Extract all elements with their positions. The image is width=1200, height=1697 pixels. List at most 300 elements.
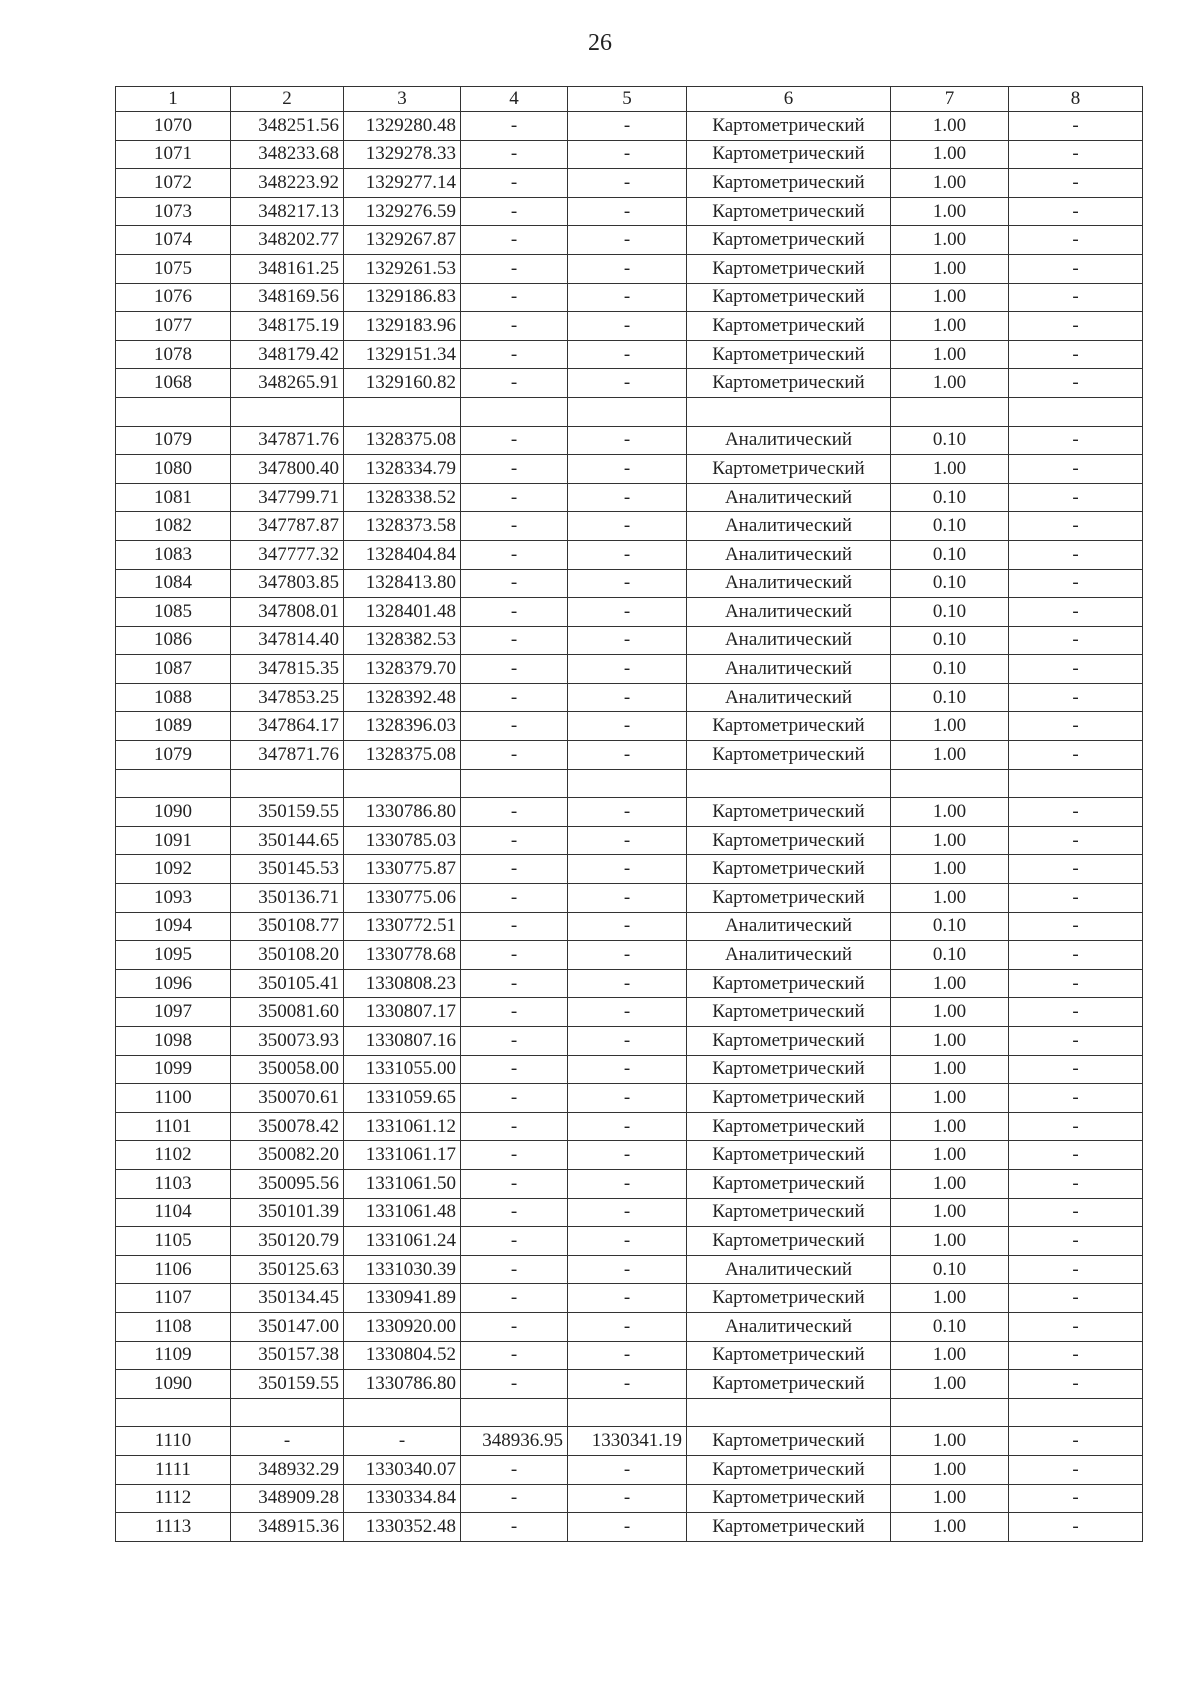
col8-cell: -	[1009, 1084, 1143, 1113]
x-coordinate-cell: 347814.40	[231, 626, 344, 655]
x-coordinate-cell: 348169.56	[231, 283, 344, 312]
col4-x-cell: -	[461, 598, 568, 627]
accuracy-cell	[891, 769, 1009, 798]
x-coordinate-cell: 347800.40	[231, 455, 344, 484]
point-number-cell: 1085	[116, 598, 231, 627]
col8-cell: -	[1009, 512, 1143, 541]
point-number-cell: 1080	[116, 455, 231, 484]
coordinates-table	[115, 86, 1143, 1542]
method-cell: Аналитический	[687, 426, 891, 455]
x-coordinate-cell: 348251.56	[231, 112, 344, 141]
table-row	[116, 569, 1143, 598]
col8-cell: -	[1009, 884, 1143, 913]
point-number-cell: 1097	[116, 998, 231, 1027]
table-row	[116, 626, 1143, 655]
point-number-cell: 1112	[116, 1484, 231, 1513]
point-number-cell: 1093	[116, 884, 231, 913]
col8-cell: -	[1009, 140, 1143, 169]
accuracy-cell: 1.00	[891, 969, 1009, 998]
method-cell: Картометрический	[687, 1370, 891, 1399]
accuracy-cell: 1.00	[891, 197, 1009, 226]
col4-x-cell: -	[461, 312, 568, 341]
method-cell: Картометрический	[687, 140, 891, 169]
y-coordinate-cell: 1330778.68	[344, 941, 461, 970]
col5-y-cell: -	[568, 655, 687, 684]
point-number-cell: 1079	[116, 741, 231, 770]
point-number-cell: 1109	[116, 1341, 231, 1370]
col4-x-cell: -	[461, 998, 568, 1027]
method-cell: Аналитический	[687, 512, 891, 541]
accuracy-cell: 1.00	[891, 169, 1009, 198]
method-cell: Аналитический	[687, 483, 891, 512]
accuracy-cell: 1.00	[891, 1427, 1009, 1456]
col5-y-cell: -	[568, 1027, 687, 1056]
point-number-cell	[116, 397, 231, 426]
col4-x-cell: -	[461, 226, 568, 255]
x-coordinate-cell: 347864.17	[231, 712, 344, 741]
table-row	[116, 169, 1143, 198]
method-cell: Картометрический	[687, 969, 891, 998]
table-row	[116, 312, 1143, 341]
x-coordinate-cell: 350145.53	[231, 855, 344, 884]
method-cell: Картометрический	[687, 197, 891, 226]
table-row	[116, 1198, 1143, 1227]
col5-y-cell: -	[568, 112, 687, 141]
y-coordinate-cell: 1329151.34	[344, 340, 461, 369]
col5-y-cell: -	[568, 1141, 687, 1170]
col8-cell	[1009, 769, 1143, 798]
table-row	[116, 283, 1143, 312]
col4-x-cell: -	[461, 512, 568, 541]
y-coordinate-cell: 1331061.50	[344, 1169, 461, 1198]
y-coordinate-cell: 1330804.52	[344, 1341, 461, 1370]
accuracy-cell: 1.00	[891, 1227, 1009, 1256]
col4-x-cell: -	[461, 912, 568, 941]
x-coordinate-cell: 348915.36	[231, 1513, 344, 1542]
accuracy-cell: 1.00	[891, 312, 1009, 341]
method-cell: Картометрический	[687, 112, 891, 141]
col5-y-cell: -	[568, 798, 687, 827]
x-coordinate-cell: 350147.00	[231, 1312, 344, 1341]
method-cell: Картометрический	[687, 169, 891, 198]
col5-y-cell: -	[568, 140, 687, 169]
accuracy-cell: 1.00	[891, 798, 1009, 827]
point-number-cell: 1070	[116, 112, 231, 141]
x-coordinate-cell: 350159.55	[231, 798, 344, 827]
col5-y-cell: -	[568, 426, 687, 455]
y-coordinate-cell: 1331061.12	[344, 1112, 461, 1141]
col8-cell: -	[1009, 826, 1143, 855]
method-cell: Картометрический	[687, 1027, 891, 1056]
y-coordinate-cell: 1329276.59	[344, 197, 461, 226]
accuracy-cell: 1.00	[891, 1055, 1009, 1084]
x-coordinate-cell: 350120.79	[231, 1227, 344, 1256]
y-coordinate-cell: 1329278.33	[344, 140, 461, 169]
separator-row	[116, 769, 1143, 798]
method-cell: Картометрический	[687, 798, 891, 827]
point-number-cell: 1068	[116, 369, 231, 398]
col8-cell: -	[1009, 1169, 1143, 1198]
x-coordinate-cell: 348161.25	[231, 254, 344, 283]
y-coordinate-cell: 1330941.89	[344, 1284, 461, 1313]
accuracy-cell: 1.00	[891, 1112, 1009, 1141]
col8-cell: -	[1009, 683, 1143, 712]
y-coordinate-cell: 1328396.03	[344, 712, 461, 741]
col5-y-cell: -	[568, 312, 687, 341]
x-coordinate-cell: 350108.20	[231, 941, 344, 970]
col4-x-cell: -	[461, 140, 568, 169]
x-coordinate-cell: 347799.71	[231, 483, 344, 512]
point-number-cell: 1088	[116, 683, 231, 712]
col5-y-cell	[568, 1398, 687, 1427]
x-coordinate-cell: 347871.76	[231, 741, 344, 770]
x-coordinate-cell	[231, 397, 344, 426]
table-row	[116, 512, 1143, 541]
point-number-cell: 1098	[116, 1027, 231, 1056]
x-coordinate-cell: 348202.77	[231, 226, 344, 255]
col8-cell: -	[1009, 1198, 1143, 1227]
y-coordinate-cell: 1330807.17	[344, 998, 461, 1027]
col4-x-cell: -	[461, 683, 568, 712]
point-number-cell: 1084	[116, 569, 231, 598]
x-coordinate-cell	[231, 769, 344, 798]
col8-cell: -	[1009, 369, 1143, 398]
x-coordinate-cell: 348265.91	[231, 369, 344, 398]
point-number-cell: 1083	[116, 540, 231, 569]
col8-cell: -	[1009, 741, 1143, 770]
accuracy-cell: 1.00	[891, 140, 1009, 169]
col5-y-cell: -	[568, 455, 687, 484]
point-number-cell: 1081	[116, 483, 231, 512]
x-coordinate-cell: 348179.42	[231, 340, 344, 369]
accuracy-cell: 1.00	[891, 1341, 1009, 1370]
col4-x-cell: -	[461, 1055, 568, 1084]
table-row	[116, 1455, 1143, 1484]
table-row	[116, 884, 1143, 913]
x-coordinate-cell: 348217.13	[231, 197, 344, 226]
table-row	[116, 826, 1143, 855]
col4-x-cell: -	[461, 283, 568, 312]
col5-y-cell	[568, 397, 687, 426]
table-row	[116, 1027, 1143, 1056]
accuracy-cell: 1.00	[891, 254, 1009, 283]
col4-x-cell: -	[461, 112, 568, 141]
col8-cell: -	[1009, 1484, 1143, 1513]
col4-x-cell: -	[461, 884, 568, 913]
accuracy-cell: 1.00	[891, 1513, 1009, 1542]
accuracy-cell: 0.10	[891, 683, 1009, 712]
col8-cell: -	[1009, 912, 1143, 941]
col8-cell: -	[1009, 426, 1143, 455]
col8-cell: -	[1009, 969, 1143, 998]
y-coordinate-cell: 1329280.48	[344, 112, 461, 141]
accuracy-cell: 1.00	[891, 855, 1009, 884]
point-number-cell: 1100	[116, 1084, 231, 1113]
point-number-cell: 1110	[116, 1427, 231, 1456]
col4-x-cell: -	[461, 1455, 568, 1484]
method-cell: Аналитический	[687, 1255, 891, 1284]
col5-y-cell: -	[568, 598, 687, 627]
point-number-cell: 1090	[116, 798, 231, 827]
method-cell: Аналитический	[687, 941, 891, 970]
x-coordinate-cell: 350081.60	[231, 998, 344, 1027]
col4-x-cell: -	[461, 741, 568, 770]
col5-y-cell: -	[568, 197, 687, 226]
accuracy-cell: 0.10	[891, 569, 1009, 598]
point-number-cell: 1101	[116, 1112, 231, 1141]
method-cell: Аналитический	[687, 598, 891, 627]
point-number-cell: 1102	[116, 1141, 231, 1170]
col8-cell: -	[1009, 855, 1143, 884]
col5-y-cell: -	[568, 1198, 687, 1227]
table-row	[116, 226, 1143, 255]
column-header-4: 4	[461, 87, 568, 112]
table-row	[116, 1284, 1143, 1313]
point-number-cell: 1087	[116, 655, 231, 684]
method-cell: Картометрический	[687, 369, 891, 398]
x-coordinate-cell: 350101.39	[231, 1198, 344, 1227]
y-coordinate-cell	[344, 1398, 461, 1427]
point-number-cell: 1086	[116, 626, 231, 655]
col4-x-cell: -	[461, 1370, 568, 1399]
method-cell: Аналитический	[687, 683, 891, 712]
y-coordinate-cell: 1330785.03	[344, 826, 461, 855]
header-row	[116, 87, 1143, 112]
col5-y-cell: -	[568, 254, 687, 283]
x-coordinate-cell	[231, 1398, 344, 1427]
table-row	[116, 1255, 1143, 1284]
method-cell: Картометрический	[687, 340, 891, 369]
table-row	[116, 1427, 1143, 1456]
col5-y-cell: -	[568, 369, 687, 398]
point-number-cell: 1105	[116, 1227, 231, 1256]
col5-y-cell: -	[568, 912, 687, 941]
col8-cell: -	[1009, 197, 1143, 226]
point-number-cell: 1089	[116, 712, 231, 741]
col8-cell: -	[1009, 941, 1143, 970]
point-number-cell: 1071	[116, 140, 231, 169]
method-cell: Картометрический	[687, 1169, 891, 1198]
accuracy-cell: 0.10	[891, 626, 1009, 655]
col4-x-cell: -	[461, 540, 568, 569]
y-coordinate-cell: 1329183.96	[344, 312, 461, 341]
col5-y-cell: -	[568, 512, 687, 541]
col8-cell: -	[1009, 1055, 1143, 1084]
accuracy-cell	[891, 397, 1009, 426]
table-row	[116, 655, 1143, 684]
y-coordinate-cell: 1329186.83	[344, 283, 461, 312]
x-coordinate-cell: 347815.35	[231, 655, 344, 684]
col4-x-cell: -	[461, 1227, 568, 1256]
method-cell: Картометрический	[687, 1227, 891, 1256]
point-number-cell: 1106	[116, 1255, 231, 1284]
method-cell: Картометрический	[687, 884, 891, 913]
y-coordinate-cell: 1330775.87	[344, 855, 461, 884]
table-row	[116, 1370, 1143, 1399]
y-coordinate-cell: 1328401.48	[344, 598, 461, 627]
x-coordinate-cell: 350125.63	[231, 1255, 344, 1284]
x-coordinate-cell: 347803.85	[231, 569, 344, 598]
col4-x-cell: -	[461, 483, 568, 512]
x-coordinate-cell: 350134.45	[231, 1284, 344, 1313]
point-number-cell	[116, 769, 231, 798]
x-coordinate-cell: 348909.28	[231, 1484, 344, 1513]
col8-cell: -	[1009, 712, 1143, 741]
x-coordinate-cell: 348175.19	[231, 312, 344, 341]
col5-y-cell: -	[568, 483, 687, 512]
method-cell: Аналитический	[687, 912, 891, 941]
accuracy-cell: 1.00	[891, 826, 1009, 855]
col4-x-cell: -	[461, 254, 568, 283]
point-number-cell: 1073	[116, 197, 231, 226]
accuracy-cell: 0.10	[891, 483, 1009, 512]
accuracy-cell: 0.10	[891, 1255, 1009, 1284]
point-number-cell: 1077	[116, 312, 231, 341]
col8-cell: -	[1009, 1027, 1143, 1056]
col8-cell: -	[1009, 598, 1143, 627]
col5-y-cell: -	[568, 941, 687, 970]
y-coordinate-cell: 1331061.48	[344, 1198, 461, 1227]
table-row	[116, 254, 1143, 283]
column-header-6: 6	[687, 87, 891, 112]
x-coordinate-cell: 350073.93	[231, 1027, 344, 1056]
table-row	[116, 112, 1143, 141]
y-coordinate-cell: 1329160.82	[344, 369, 461, 398]
point-number-cell: 1076	[116, 283, 231, 312]
y-coordinate-cell	[344, 769, 461, 798]
table-row	[116, 1112, 1143, 1141]
method-cell: Картометрический	[687, 1112, 891, 1141]
col4-x-cell	[461, 397, 568, 426]
point-number-cell: 1075	[116, 254, 231, 283]
accuracy-cell	[891, 1398, 1009, 1427]
page-number: 26	[588, 30, 612, 56]
col8-cell: -	[1009, 626, 1143, 655]
method-cell: Аналитический	[687, 655, 891, 684]
accuracy-cell: 1.00	[891, 112, 1009, 141]
method-cell: Картометрический	[687, 826, 891, 855]
accuracy-cell: 1.00	[891, 283, 1009, 312]
point-number-cell: 1099	[116, 1055, 231, 1084]
table-row	[116, 369, 1143, 398]
x-coordinate-cell: 350095.56	[231, 1169, 344, 1198]
method-cell: Картометрический	[687, 1141, 891, 1170]
col5-y-cell: -	[568, 1255, 687, 1284]
y-coordinate-cell: 1330808.23	[344, 969, 461, 998]
method-cell: Картометрический	[687, 254, 891, 283]
col5-y-cell: -	[568, 1455, 687, 1484]
col8-cell: -	[1009, 655, 1143, 684]
method-cell: Картометрический	[687, 1284, 891, 1313]
col5-y-cell: -	[568, 1312, 687, 1341]
point-number-cell: 1079	[116, 426, 231, 455]
y-coordinate-cell: 1329277.14	[344, 169, 461, 198]
col5-y-cell: -	[568, 283, 687, 312]
y-coordinate-cell: 1331030.39	[344, 1255, 461, 1284]
accuracy-cell: 1.00	[891, 1455, 1009, 1484]
method-cell: Картометрический	[687, 1084, 891, 1113]
y-coordinate-cell: 1330775.06	[344, 884, 461, 913]
col4-x-cell	[461, 1398, 568, 1427]
method-cell	[687, 397, 891, 426]
accuracy-cell: 1.00	[891, 1027, 1009, 1056]
col8-cell: -	[1009, 998, 1143, 1027]
x-coordinate-cell: 350082.20	[231, 1141, 344, 1170]
method-cell: Картометрический	[687, 712, 891, 741]
col8-cell	[1009, 397, 1143, 426]
accuracy-cell: 1.00	[891, 455, 1009, 484]
col4-x-cell: -	[461, 1284, 568, 1313]
col8-cell: -	[1009, 1227, 1143, 1256]
column-header-2: 2	[231, 87, 344, 112]
y-coordinate-cell: 1330772.51	[344, 912, 461, 941]
point-number-cell: 1092	[116, 855, 231, 884]
col4-x-cell: -	[461, 1027, 568, 1056]
col4-x-cell: 348936.95	[461, 1427, 568, 1456]
col5-y-cell: -	[568, 340, 687, 369]
col8-cell: -	[1009, 455, 1143, 484]
col8-cell: -	[1009, 1513, 1143, 1542]
col5-y-cell: -	[568, 884, 687, 913]
accuracy-cell: 1.00	[891, 1141, 1009, 1170]
col5-y-cell: -	[568, 969, 687, 998]
column-header-5: 5	[568, 87, 687, 112]
table-row	[116, 140, 1143, 169]
accuracy-cell: 0.10	[891, 540, 1009, 569]
method-cell: Картометрический	[687, 1427, 891, 1456]
col8-cell: -	[1009, 1455, 1143, 1484]
point-number-cell: 1074	[116, 226, 231, 255]
col8-cell: -	[1009, 226, 1143, 255]
point-number-cell: 1094	[116, 912, 231, 941]
col5-y-cell: -	[568, 1084, 687, 1113]
separator-row	[116, 397, 1143, 426]
col8-cell: -	[1009, 483, 1143, 512]
y-coordinate-cell	[344, 397, 461, 426]
col4-x-cell: -	[461, 826, 568, 855]
point-number-cell: 1096	[116, 969, 231, 998]
y-coordinate-cell: 1328375.08	[344, 741, 461, 770]
accuracy-cell: 1.00	[891, 1198, 1009, 1227]
col4-x-cell: -	[461, 169, 568, 198]
y-coordinate-cell: 1329261.53	[344, 254, 461, 283]
x-coordinate-cell: 350144.65	[231, 826, 344, 855]
col4-x-cell: -	[461, 455, 568, 484]
x-coordinate-cell: 350105.41	[231, 969, 344, 998]
col5-y-cell: -	[568, 1169, 687, 1198]
separator-row	[116, 1398, 1143, 1427]
x-coordinate-cell: 350058.00	[231, 1055, 344, 1084]
method-cell: Картометрический	[687, 226, 891, 255]
col4-x-cell: -	[461, 1169, 568, 1198]
col4-x-cell: -	[461, 712, 568, 741]
point-number-cell: 1108	[116, 1312, 231, 1341]
col8-cell: -	[1009, 1141, 1143, 1170]
point-number-cell: 1111	[116, 1455, 231, 1484]
method-cell: Аналитический	[687, 1312, 891, 1341]
col8-cell: -	[1009, 569, 1143, 598]
col5-y-cell: -	[568, 683, 687, 712]
col4-x-cell: -	[461, 426, 568, 455]
col4-x-cell: -	[461, 1513, 568, 1542]
col8-cell: -	[1009, 1284, 1143, 1313]
x-coordinate-cell: 347808.01	[231, 598, 344, 627]
col4-x-cell: -	[461, 655, 568, 684]
x-coordinate-cell: 347777.32	[231, 540, 344, 569]
y-coordinate-cell: 1331059.65	[344, 1084, 461, 1113]
y-coordinate-cell: 1328373.58	[344, 512, 461, 541]
method-cell: Картометрический	[687, 1198, 891, 1227]
